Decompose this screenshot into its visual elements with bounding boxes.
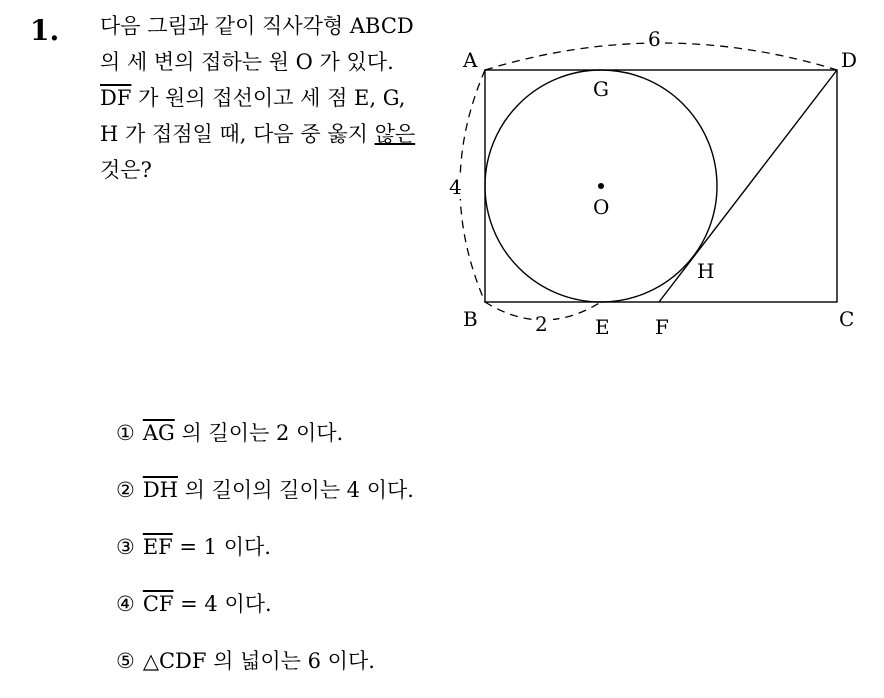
dimension-label-bottom: 2 <box>535 312 548 336</box>
choice-text: △CDF 의 넓이는 6 이다. <box>142 649 375 673</box>
answer-choices <box>116 413 414 698</box>
stem-emphasis: 않은 <box>374 122 416 146</box>
stem-text-2: 가 원의 접선이고 세 점 E, G, H 가 접점일 때, 다음 중 옳지 <box>100 86 406 146</box>
choice-1[interactable] <box>116 413 414 470</box>
stem-segment-df: $\overline{DF}$ <box>100 86 132 110</box>
label-d: D <box>841 48 858 72</box>
label-h: H <box>697 259 715 283</box>
question-stem <box>100 8 420 188</box>
label-c: C <box>839 307 855 331</box>
choice-marker: ① <box>116 421 135 445</box>
label-e: E <box>595 315 610 339</box>
tangent-line-df <box>659 70 837 302</box>
label-o: O <box>593 195 610 219</box>
choice-text: = 1 이다. <box>172 535 271 559</box>
choice-text: 의 길이는 2 이다. <box>174 421 344 445</box>
choice-segment: $\overline{AG}$ <box>142 421 175 445</box>
choice-marker: ③ <box>116 535 135 559</box>
choice-4[interactable] <box>116 584 414 641</box>
dimension-label-left: 4 <box>449 175 462 199</box>
choice-marker: ⑤ <box>116 649 135 673</box>
stem-text-1: 다음 그림과 같이 직사각형 ABCD 의 세 변의 접하는 원 O 가 있다. <box>100 14 414 74</box>
choice-text: 의 길이의 길이는 4 이다. <box>177 478 414 502</box>
choice-segment: $\overline{CF}$ <box>142 592 174 616</box>
label-b: B <box>463 307 478 331</box>
geometry-figure <box>435 18 858 348</box>
label-a: A <box>463 48 478 72</box>
center-point-o <box>598 183 604 189</box>
question-number: 1. <box>30 14 60 47</box>
choice-segment: $\overline{EF}$ <box>142 535 173 559</box>
choice-segment: $\overline{DH}$ <box>142 478 178 502</box>
stem-text-3: 것은? <box>100 158 152 182</box>
label-f: F <box>655 315 669 339</box>
rectangle-abcd <box>485 70 837 302</box>
choice-5[interactable] <box>116 641 414 698</box>
choice-marker: ② <box>116 478 135 502</box>
choice-2[interactable] <box>116 470 414 527</box>
choice-text: = 4 이다. <box>173 592 272 616</box>
dimension-label-top: 6 <box>648 27 661 51</box>
label-g: G <box>593 77 609 101</box>
choice-3[interactable] <box>116 527 414 584</box>
choice-marker: ④ <box>116 592 135 616</box>
